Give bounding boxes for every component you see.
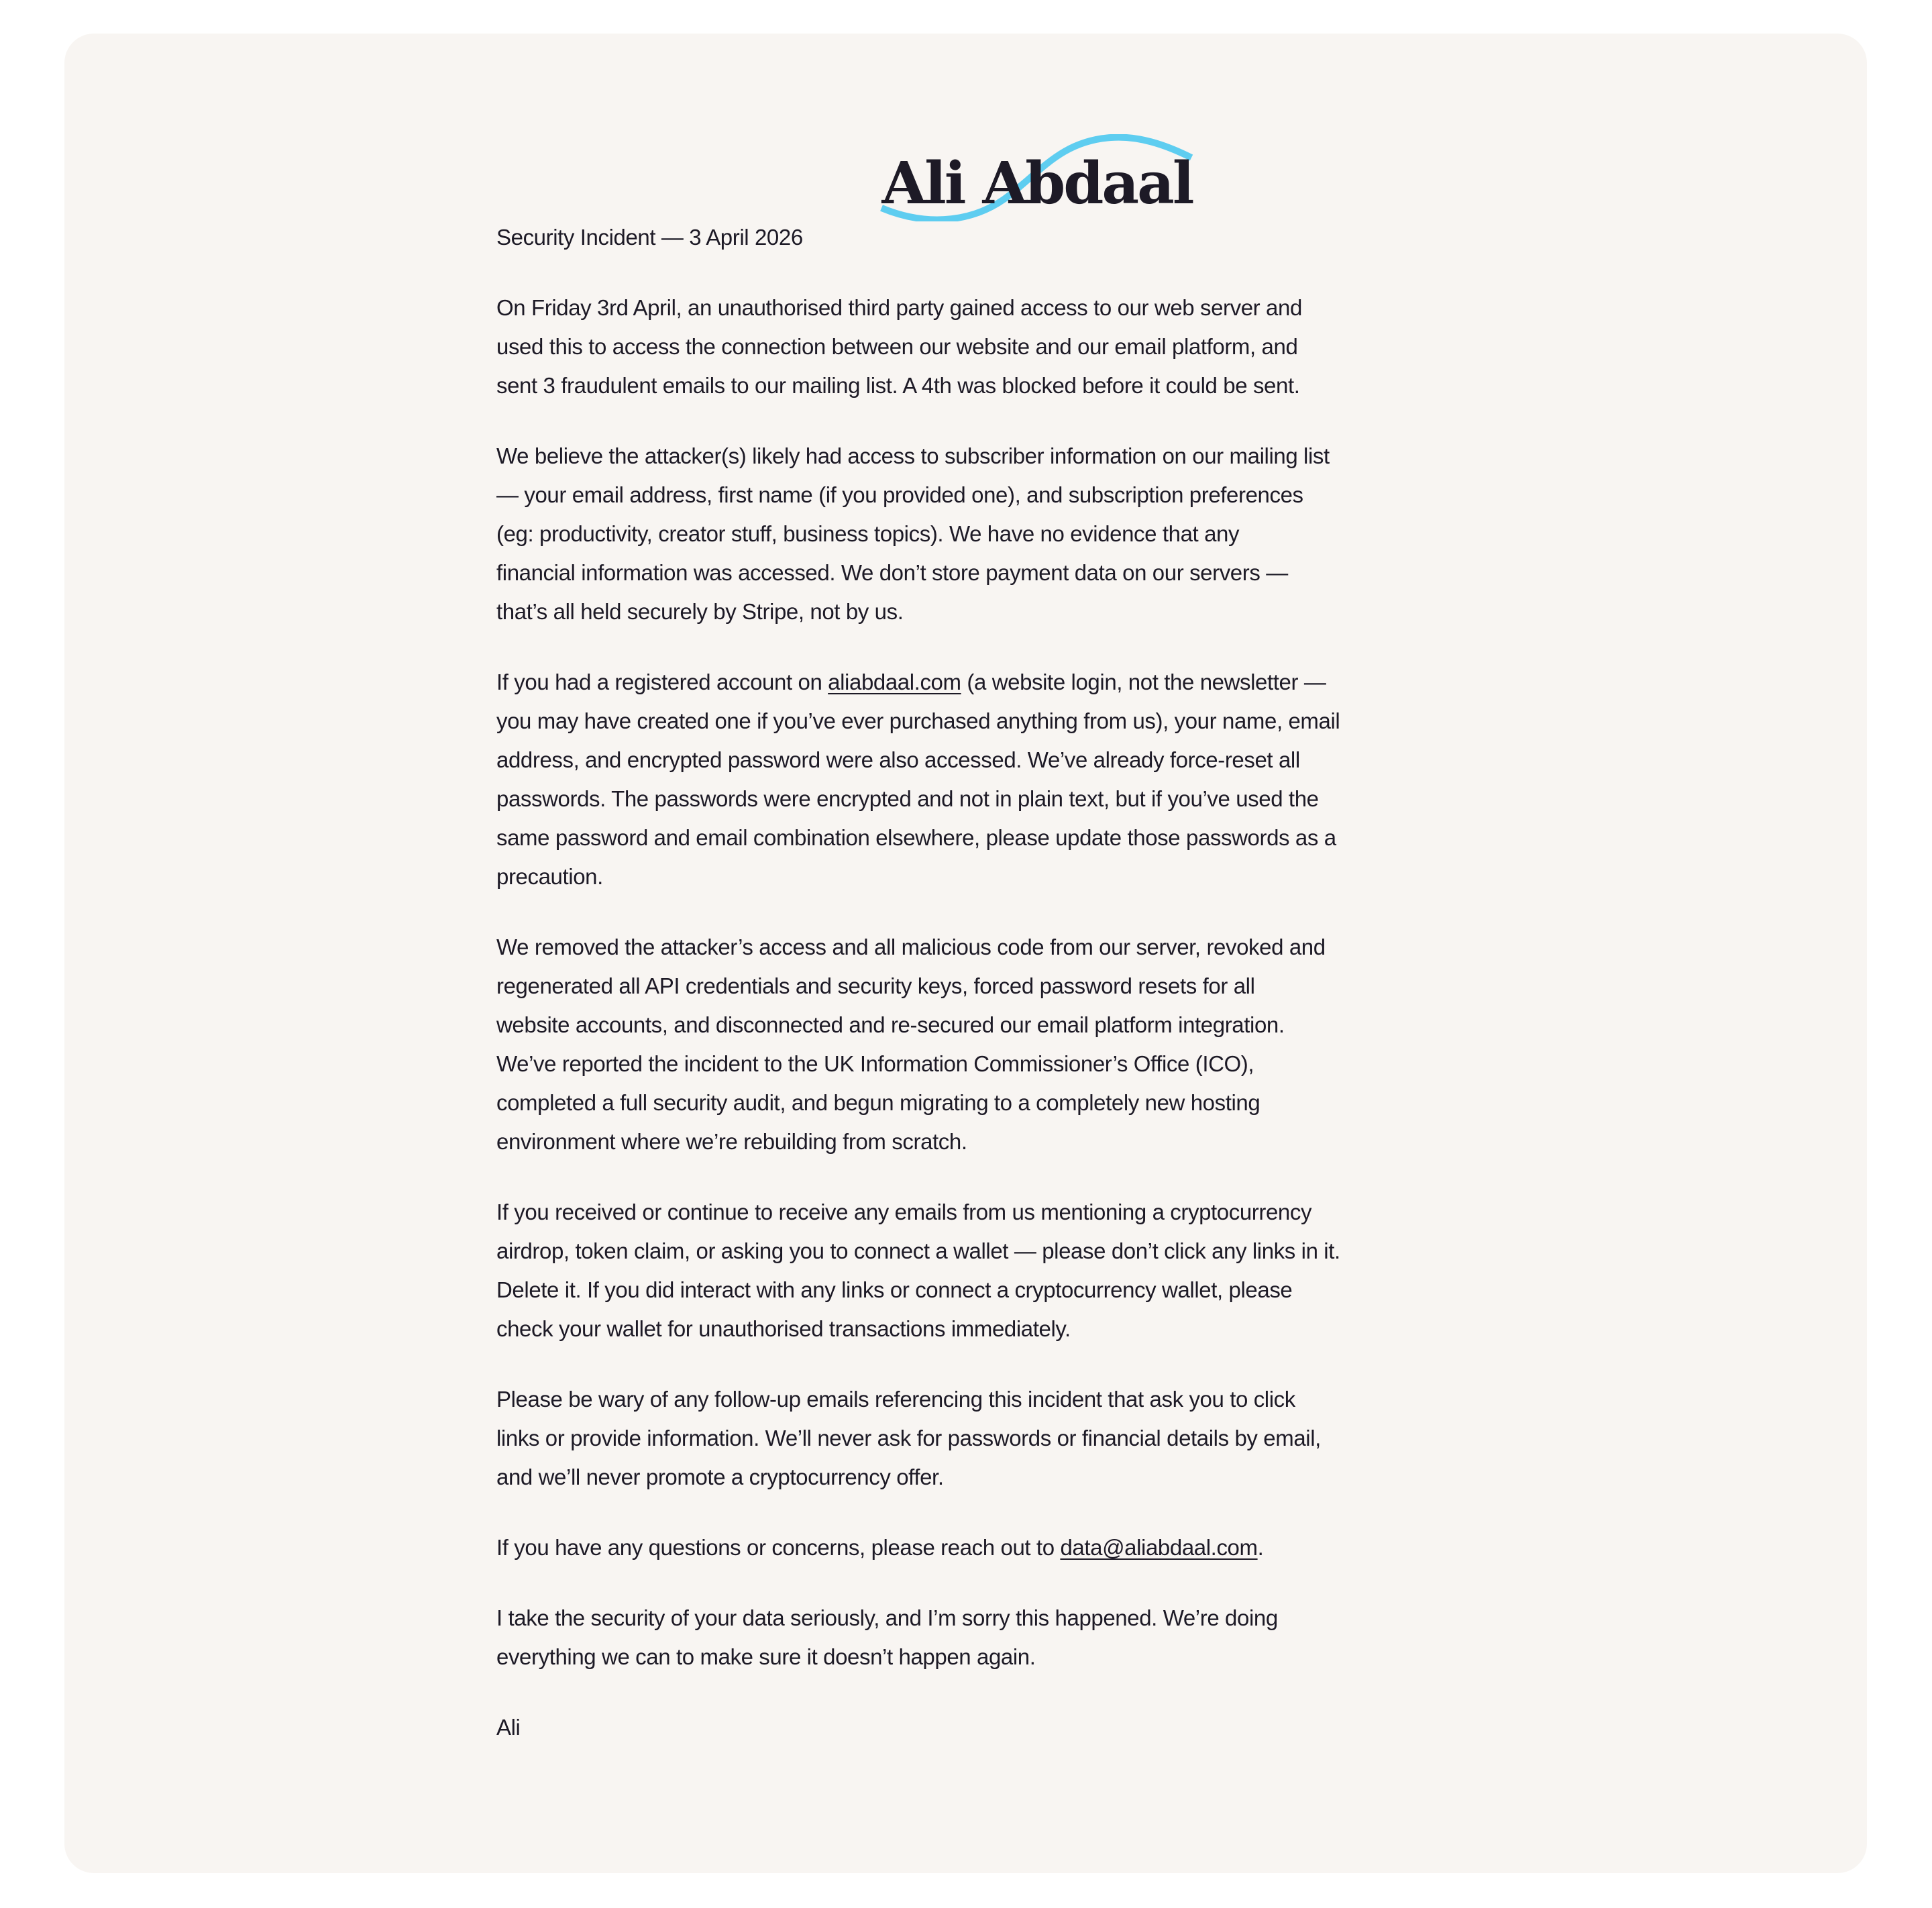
text-line: We believe the attacker(s) likely had access to subscriber information on our mailing list	[496, 443, 1330, 468]
text-line	[496, 1528, 1449, 1567]
text-line: regenerated all API credentials and security keys, forced password resets for all	[496, 973, 1255, 998]
paragraph	[496, 437, 1449, 631]
paragraph	[496, 663, 1449, 896]
text-line: We’ve reported the incident to the UK Information Commissioner’s Office (ICO),	[496, 1051, 1254, 1076]
paragraph	[496, 288, 1449, 405]
ali-abdaal-logo	[876, 134, 1198, 221]
text-segment: If you had a registered account on	[496, 670, 828, 694]
logo-text: Ali Abdaal	[881, 150, 1193, 217]
text-line: check your wallet for unauthorised transactions immediately.	[496, 1316, 1071, 1341]
text-line: sent 3 fraudulent emails to our mailing list. A 4th was blocked before it could be sent.	[496, 373, 1300, 398]
text-line: and we’ll never promote a cryptocurrency offer.	[496, 1465, 944, 1489]
text-line: precaution.	[496, 864, 603, 889]
paragraph	[496, 928, 1449, 1161]
text-segment: .	[1257, 1535, 1264, 1560]
text-line: links or provide information. We’ll never ask for passwords or financial details by email,	[496, 1426, 1321, 1450]
text-line: passwords. The passwords were encrypted and not in plain text, but if you’ve used the	[496, 786, 1319, 811]
text-line: Please be wary of any follow-up emails referencing this incident that ask you to click	[496, 1387, 1295, 1412]
inline-link[interactable]: data@aliabdaal.com	[1060, 1535, 1258, 1560]
text-line: airdrop, token claim, or asking you to connect a wallet — please don’t click any links in it.	[496, 1238, 1340, 1263]
paragraph	[496, 1380, 1449, 1497]
paragraph	[496, 1193, 1449, 1348]
paragraph	[496, 1528, 1449, 1567]
text-line: everything we can to make sure it doesn’t happen again.	[496, 1644, 1036, 1669]
text-line: completed a full security audit, and begun migrating to a completely new hosting	[496, 1090, 1260, 1115]
text-line: environment where we’re rebuilding from scratch.	[496, 1129, 967, 1154]
letter-title: Security Incident — 3 April 2026	[496, 225, 803, 250]
text-line: On Friday 3rd April, an unauthorised third party gained access to our web server and	[496, 295, 1302, 320]
text-line: you may have created one if you’ve ever purchased anything from us), your name, email	[496, 708, 1340, 733]
text-line: address, and encrypted password were also accessed. We’ve already force-reset all	[496, 747, 1300, 772]
text-line: — your email address, first name (if you provided one), and subscription preferences	[496, 482, 1303, 507]
text-line: used this to access the connection between our website and our email platform, and	[496, 334, 1298, 359]
text-segment: (a website login, not the newsletter —	[961, 670, 1326, 694]
text-line: Delete it. If you did interact with any links or connect a cryptocurrency wallet, please	[496, 1277, 1293, 1302]
letter-body	[496, 218, 1449, 1779]
text-line: that’s all held securely by Stripe, not by us.	[496, 599, 904, 624]
text-line: same password and email combination elsewhere, please update those passwords as a	[496, 825, 1336, 850]
text-line: financial information was accessed. We don’t store payment data on our servers —	[496, 560, 1288, 585]
text-line: website accounts, and disconnected and re-secured our email platform integration.	[496, 1012, 1285, 1037]
text-line: We removed the attacker’s access and all malicious code from our server, revoked and	[496, 935, 1326, 959]
text-line: I take the security of your data seriously, and I’m sorry this happened. We’re doing	[496, 1605, 1278, 1630]
paragraph	[496, 1599, 1449, 1677]
text-line: (eg: productivity, creator stuff, business topics). We have no evidence that any	[496, 521, 1240, 546]
paragraph	[496, 1708, 1449, 1747]
text-segment: If you have any questions or concerns, please reach out to	[496, 1535, 1061, 1560]
text-line: If you received or continue to receive any emails from us mentioning a cryptocurrency	[496, 1200, 1312, 1224]
text-line: Ali	[496, 1715, 521, 1740]
inline-link[interactable]: aliabdaal.com	[828, 670, 961, 694]
text-line	[496, 663, 1449, 702]
